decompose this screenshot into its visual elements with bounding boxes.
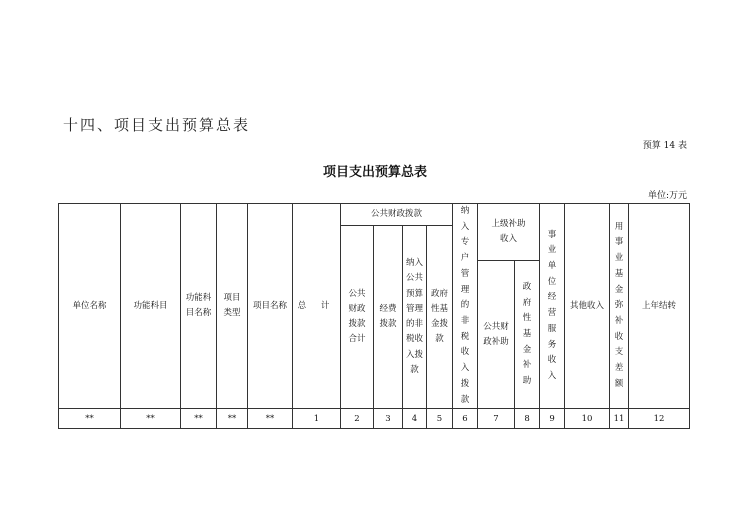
header-public-finance-subsidy: 公共财政补助 (478, 261, 515, 409)
header-fund-balance: 用事业基金弥补收支差额 (610, 204, 629, 409)
header-upper-subsidy: 上级补助收入 (478, 204, 540, 261)
header-last-year-balance: 上年结转 (629, 204, 690, 409)
header-gov-fund-subsidy: 政府性基金补助 (515, 261, 540, 409)
index-cell: 3 (374, 409, 403, 429)
table-number: 预算 14 表 (642, 141, 687, 151)
budget-table (58, 203, 690, 429)
index-cell: 10 (565, 409, 610, 429)
index-cell: 8 (515, 409, 540, 429)
index-cell: 1 (293, 409, 341, 429)
header-total: 总 计 (293, 204, 341, 409)
header-public-budget-nontax: 纳入公共预算管理的非税收入拨款 (403, 226, 427, 409)
header-service-income: 事业单位经营服务收入 (540, 204, 565, 409)
index-cell: 2 (341, 409, 374, 429)
section-title: 十四、项目支出预算总表 (63, 116, 251, 134)
header-public-finance-total: 公共财政拨款合计 (341, 226, 374, 409)
header-project-type: 项目类型 (217, 204, 248, 409)
unit-label: 单位:万元 (647, 191, 687, 201)
index-cell: 9 (540, 409, 565, 429)
index-cell: ** (121, 409, 181, 429)
index-cell: 12 (629, 409, 690, 429)
index-cell: 4 (403, 409, 427, 429)
header-funds-allocation: 经费拨款 (374, 226, 403, 409)
header-special-nontax: 纳入专户管理的非税收入拨款 (453, 204, 478, 409)
index-cell: 7 (478, 409, 515, 429)
index-row (59, 409, 690, 429)
header-project-name: 项目名称 (248, 204, 293, 409)
index-cell: ** (248, 409, 293, 429)
header-public-finance: 公共财政拨款 (341, 204, 453, 226)
index-cell: ** (217, 409, 248, 429)
index-cell: ** (181, 409, 217, 429)
header-func-subject: 功能科目 (121, 204, 181, 409)
index-cell: 11 (610, 409, 629, 429)
table-title: 项目支出预算总表 (322, 165, 427, 180)
index-cell: 5 (427, 409, 453, 429)
index-cell: 6 (453, 409, 478, 429)
header-unit-name: 单位名称 (59, 204, 121, 409)
header-other-income: 其他收入 (565, 204, 610, 409)
header-gov-fund: 政府性基金拨款 (427, 226, 453, 409)
index-cell: ** (59, 409, 121, 429)
header-func-subject-name: 功能科目名称 (181, 204, 217, 409)
